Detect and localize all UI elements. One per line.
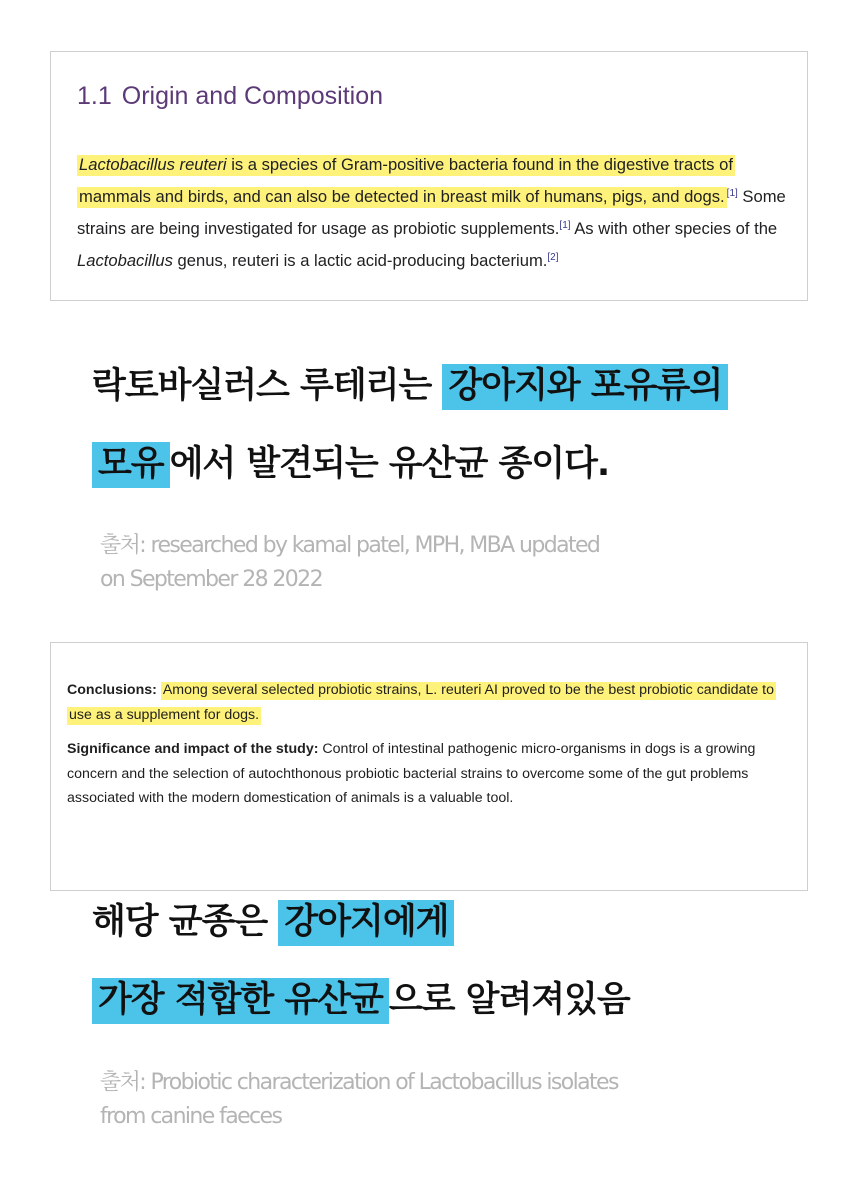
wiki-excerpt-card xyxy=(50,51,808,301)
claim2-line2 xyxy=(92,971,792,1049)
source2-line1: 출처: Probiotic characterization of Lactobacillus isolates xyxy=(100,1070,618,1095)
species-name: Lactobacillus reuteri xyxy=(79,155,227,174)
citation-ref-1b[interactable]: [1] xyxy=(559,220,571,231)
claim-heading-1 xyxy=(92,357,792,513)
claim1-plain-2: 에서 발견되는 유산균 종이다. xyxy=(169,444,610,484)
highlighted-sentence xyxy=(77,155,735,208)
sentence-3b: genus, reuteri is a lactic acid-producing bacterium. xyxy=(172,251,548,270)
section-title: Origin and Composition xyxy=(121,82,384,110)
source-citation-2 xyxy=(100,1066,740,1134)
sentence-1: is a species of Gram-positive bacteria found in the digestive tracts of mammals and birds, and can also be detected in breast milk of humans, pigs, and dogs. xyxy=(79,155,733,206)
citation-ref-2[interactable]: [2] xyxy=(547,252,559,263)
claim1-highlight-2: 모유 xyxy=(92,442,170,488)
wiki-paragraph xyxy=(77,149,805,277)
genus-name: Lactobacillus xyxy=(77,251,173,270)
paper-excerpt-card xyxy=(50,642,808,891)
section-heading xyxy=(77,82,383,111)
sentence-2: Some strains are being investigated for usage as probiotic supplements. xyxy=(77,187,786,238)
claim2-highlight: 강아지에게 xyxy=(278,900,454,946)
claim2-highlight-2: 가장 적합한 유산균 xyxy=(92,978,389,1024)
claim1-highlight: 강아지와 포유류의 xyxy=(442,364,728,410)
significance-text: Control of intestinal pathogenic micro-organisms in dogs is a growing concern and the selection of autochthonous probiotic bacterial strains to overcome some of the gut problems associated with the modern domestication of animals is a valuable tool. xyxy=(67,741,756,806)
conclusions-paragraph xyxy=(67,678,793,727)
claim1-line1 xyxy=(92,357,792,435)
source1-line2: on September 28 2022 xyxy=(100,567,322,592)
section-number: 1.1 xyxy=(77,82,112,110)
sentence-3a: As with other species of the xyxy=(570,219,778,238)
source1-line1: 출처: researched by kamal patel, MPH, MBA updated xyxy=(100,533,600,558)
conclusions-text: Among several selected probiotic strains, L. reuteri AI proved to be the best probiotic candidate to use as a supplement for dogs. xyxy=(69,682,775,723)
claim-heading-2 xyxy=(92,893,792,1049)
source-citation-1 xyxy=(100,529,740,597)
claim1-line2 xyxy=(92,435,792,513)
claim2-plain: 해당 균종은 xyxy=(92,902,279,942)
significance-label: Significance and impact of the study: xyxy=(67,741,319,757)
claim1-plain: 락토바실러스 루테리는 xyxy=(92,366,443,406)
claim2-plain-2: 으로 알려져있음 xyxy=(388,980,630,1020)
conclusions-label: Conclusions: xyxy=(67,682,157,698)
claim2-line1 xyxy=(92,893,792,971)
significance-paragraph xyxy=(67,737,793,811)
citation-ref-1[interactable]: [1] xyxy=(726,188,738,199)
source2-line2: from canine faeces xyxy=(100,1104,282,1129)
